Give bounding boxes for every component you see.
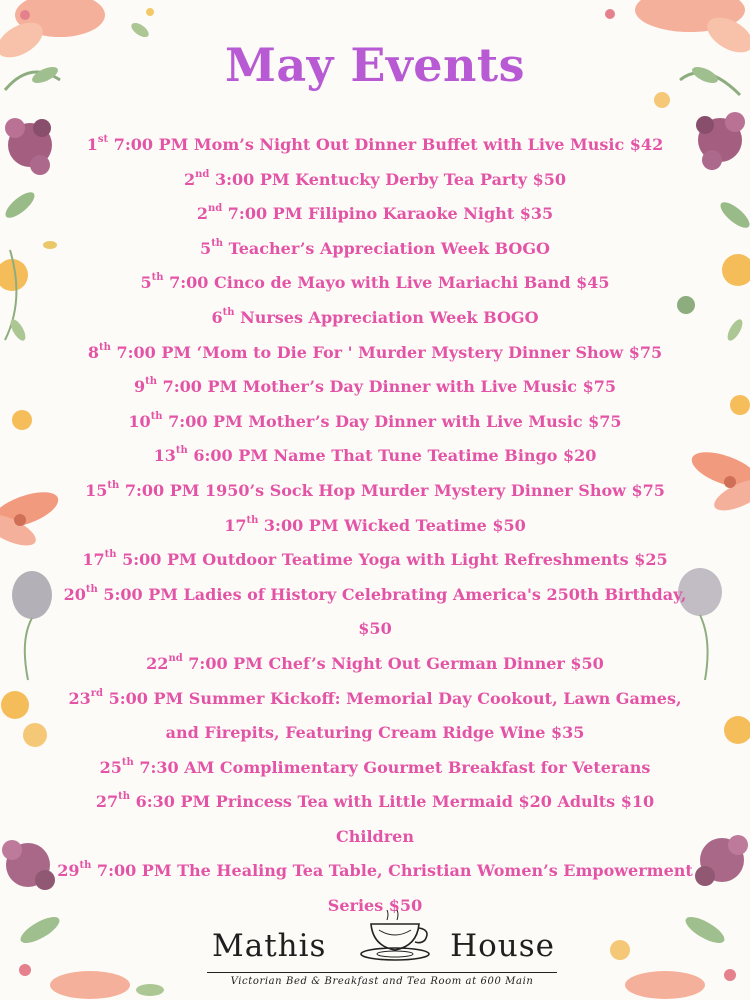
event-ordinal: st (97, 134, 109, 145)
yellow-flowers-left (0, 250, 32, 430)
logo-divider (207, 972, 557, 973)
event-text: 7:00 PM Filipino Karaoke Night $35 (222, 204, 554, 224)
event-day: 9 (133, 377, 146, 397)
event-text: Nurses Appreciation Week BOGO (234, 307, 539, 327)
event-ordinal: th (118, 791, 131, 803)
event-text: 3:00 PM Kentucky Derby Tea Party $50 (209, 169, 567, 189)
event-ordinal: th (222, 306, 235, 318)
event-day: 22 (146, 653, 169, 673)
event-text: 7:00 PM Mother’s Day Dinner with Live Music $75 (162, 411, 622, 431)
event-item (55, 543, 695, 578)
event-ordinal: th (99, 341, 111, 353)
event-text: 7:00 PM Mom’s Night Out Dinner Buffet with Live Music $42 (108, 135, 664, 154)
logo-tagline: Victorian Bed & Breakfast and Tea Room at 600 Main (230, 976, 534, 987)
event-ordinal: nd (195, 168, 210, 180)
event-item (55, 128, 695, 163)
event-day: 5 (200, 238, 212, 258)
event-item (55, 163, 695, 198)
event-day: 15 (85, 480, 108, 500)
event-day: 6 (211, 307, 223, 327)
event-item (55, 682, 695, 751)
event-item (55, 266, 695, 301)
event-item (55, 578, 695, 647)
event-day: 5 (140, 273, 152, 293)
event-ordinal: th (145, 376, 158, 388)
orange-daisy-right (687, 445, 750, 517)
event-ordinal: th (107, 479, 120, 491)
event-text: 7:00 Cinco de Mayo with Live Mariachi Band $45 (163, 273, 610, 293)
event-ordinal: th (246, 514, 259, 526)
event-item (55, 474, 695, 509)
logo-word-left: Mathis (212, 928, 327, 964)
event-day: 1 (86, 135, 98, 154)
event-ordinal: rd (90, 687, 103, 699)
page-title: May Events (224, 38, 526, 92)
event-text: 5:00 PM Ladies of History Celebrating America's 250th Birthday, $50 (97, 584, 687, 639)
event-item (55, 439, 695, 474)
event-text: 5:00 PM Outdoor Teatime Yoga with Light Refreshments $25 (116, 550, 668, 570)
event-item (55, 370, 695, 405)
event-text: 7:30 AM Complimentary Gourmet Breakfast for Veterans (133, 757, 651, 777)
event-day: 2 (196, 204, 208, 224)
event-day: 10 (128, 411, 151, 431)
event-text: 6:30 PM Princess Tea with Little Mermaid $20 Adults $10 Children (130, 792, 655, 846)
event-item (55, 405, 695, 440)
event-day: 20 (63, 584, 86, 604)
event-ordinal: th (150, 410, 163, 422)
event-item (55, 232, 695, 267)
event-day: 2 (183, 169, 196, 189)
event-day: 29 (57, 861, 80, 881)
event-item (55, 301, 695, 336)
event-day: 17 (224, 515, 247, 535)
event-item (55, 785, 695, 854)
event-day: 17 (82, 550, 105, 570)
event-ordinal: th (211, 237, 224, 249)
event-text: 7:00 PM Mother’s Day Dinner with Live Music $75 (157, 377, 616, 397)
event-item (55, 509, 695, 544)
grey-tulip-left (12, 571, 52, 680)
orange-daisy-left (0, 485, 63, 552)
event-text: 7:00 PM The Healing Tea Table, Christian Women’s Empowerment Series $50 (91, 861, 693, 916)
event-day: 25 (99, 757, 122, 777)
event-day: 8 (87, 342, 100, 362)
event-ordinal: th (79, 860, 92, 872)
event-ordinal: th (121, 756, 134, 768)
event-day: 23 (68, 688, 91, 708)
event-ordinal: nd (207, 203, 223, 215)
event-text: Teacher’s Appreciation Week BOGO (223, 238, 550, 258)
event-ordinal: th (104, 549, 117, 561)
event-item (55, 647, 695, 682)
event-text: 5:00 PM Summer Kickoff: Memorial Day Cookout, Lawn Games, and Firepits, Featuring Cream Ridge Wine $35 (103, 688, 682, 743)
event-item (55, 336, 695, 371)
event-ordinal: th (151, 272, 164, 284)
logo-word-right: House (450, 928, 555, 964)
event-list (55, 128, 695, 924)
event-text: 6:00 PM Name That Tune Teatime Bingo $20 (187, 446, 597, 466)
event-ordinal: th (175, 445, 188, 457)
berry-cluster-right-upper (696, 112, 750, 232)
teacup-icon (357, 910, 435, 966)
mathis-house-logo (207, 910, 557, 992)
event-ordinal: nd (168, 652, 183, 664)
berry-cluster-left-upper (2, 118, 57, 249)
event-text: 7:00 PM 1950’s Sock Hop Murder Mystery Dinner Show $75 (119, 480, 665, 500)
event-text: 3:00 PM Wicked Teatime $50 (258, 515, 526, 535)
event-day: 27 (95, 792, 119, 812)
event-day: 13 (153, 446, 176, 466)
event-text: 7:00 PM ‘Mom to Die For ' Murder Mystery Dinner Show $75 (110, 342, 663, 362)
event-item (55, 751, 695, 786)
event-item (55, 197, 695, 232)
event-ordinal: th (85, 583, 98, 595)
event-text: 7:00 PM Chef’s Night Out German Dinner $50 (182, 653, 604, 673)
